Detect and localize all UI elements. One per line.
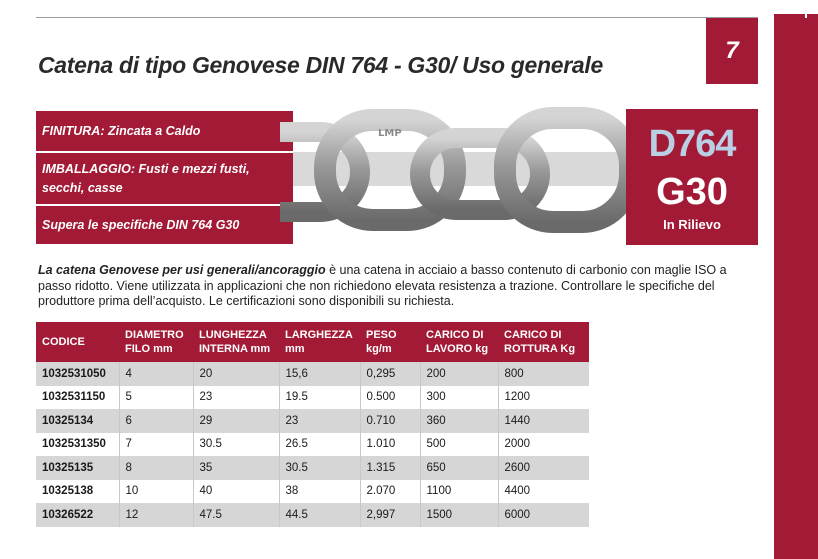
- cell-code: 10325135: [36, 456, 119, 480]
- table-row: [36, 409, 589, 433]
- cell-working-load: 1500: [420, 503, 498, 527]
- cell-breaking-load: 6000: [498, 503, 589, 527]
- cell-code: 1032531350: [36, 433, 119, 457]
- cell-code: 1032531150: [36, 386, 119, 410]
- cell-weight: 0,295: [360, 362, 420, 386]
- top-divider: [36, 17, 758, 18]
- cell-width: 30.5: [279, 456, 360, 480]
- cell-width: 19.5: [279, 386, 360, 410]
- col-header-breaking-load: CARICO DI ROTTURA Kg: [498, 322, 589, 362]
- cell-length: 23: [193, 386, 279, 410]
- side-color-strip: [774, 14, 818, 559]
- page-number: 7: [706, 18, 758, 84]
- cell-working-load: 500: [420, 433, 498, 457]
- cell-breaking-load: 2600: [498, 456, 589, 480]
- cell-weight: 2.070: [360, 480, 420, 504]
- description-body: è una catena in acciaio a basso contenuto di carbonio con maglie ISO a passo ridotto. Viene utilizzata in applicazioni che non richiedono elevata resistenza a trazione. Controllare le specifiche del produttore prima dell’acquisto. Le certificazioni sono disponibili su richiesta.: [38, 263, 727, 308]
- cell-diameter: 5: [119, 386, 193, 410]
- cell-length: 29: [193, 409, 279, 433]
- cell-width: 38: [279, 480, 360, 504]
- table-row: [36, 480, 589, 504]
- cell-code: 10326522: [36, 503, 119, 527]
- cell-length: 30.5: [193, 433, 279, 457]
- cell-diameter: 8: [119, 456, 193, 480]
- cell-working-load: 300: [420, 386, 498, 410]
- table-row: [36, 456, 589, 480]
- cell-diameter: 4: [119, 362, 193, 386]
- cell-breaking-load: 2000: [498, 433, 589, 457]
- description-lead: La catena Genovese per usi generali/ancoraggio: [38, 263, 326, 277]
- table-row: [36, 362, 589, 386]
- table-header-row: [36, 322, 589, 362]
- spec-table: [36, 322, 589, 527]
- cell-weight: 0.500: [360, 386, 420, 410]
- cell-width: 26.5: [279, 433, 360, 457]
- cell-diameter: 7: [119, 433, 193, 457]
- cell-working-load: 360: [420, 409, 498, 433]
- page-title: Catena di tipo Genovese DIN 764 - G30/ Uso generale: [38, 52, 604, 78]
- cell-weight: 2,997: [360, 503, 420, 527]
- col-header-width: LARGHEZZA mm: [279, 322, 360, 362]
- link-marking: LMP: [378, 128, 402, 139]
- col-header-length: LUNGHEZZA INTERNA mm: [193, 322, 279, 362]
- product-description: [38, 263, 753, 310]
- cell-breaking-load: 4400: [498, 480, 589, 504]
- cell-weight: 1.315: [360, 456, 420, 480]
- cell-breaking-load: 1440: [498, 409, 589, 433]
- col-header-code: CODICE: [36, 322, 119, 362]
- cell-width: 44.5: [279, 503, 360, 527]
- cell-length: 47.5: [193, 503, 279, 527]
- table-row: [36, 386, 589, 410]
- col-header-working-load: CARICO DI LAVORO kg: [420, 322, 498, 362]
- cell-length: 35: [193, 456, 279, 480]
- cell-width: 15,6: [279, 362, 360, 386]
- cell-diameter: 10: [119, 480, 193, 504]
- cell-code: 1032531050: [36, 362, 119, 386]
- cell-width: 23: [279, 409, 360, 433]
- cell-weight: 0.710: [360, 409, 420, 433]
- cell-working-load: 650: [420, 456, 498, 480]
- cell-breaking-load: 1200: [498, 386, 589, 410]
- feature-finish: FINITURA: Zincata a Caldo: [36, 111, 293, 151]
- cell-code: 10325134: [36, 409, 119, 433]
- col-header-diameter: DIAMETRO FILO mm: [119, 322, 193, 362]
- cell-working-load: 1100: [420, 480, 498, 504]
- grade-badge: [626, 109, 758, 245]
- col-header-weight: PESO kg/m: [360, 322, 420, 362]
- chain-link: [505, 118, 630, 222]
- feature-packaging: IMBALLAGGIO: Fusti e mezzi fusti, secchi, casse: [36, 153, 293, 204]
- table-row: [36, 503, 589, 527]
- cell-code: 10325138: [36, 480, 119, 504]
- cell-length: 20: [193, 362, 279, 386]
- chain-image: [280, 100, 630, 240]
- cell-weight: 1.010: [360, 433, 420, 457]
- badge-note: In Rilievo: [663, 217, 721, 232]
- table-row: [36, 433, 589, 457]
- strip-notch: [805, 12, 807, 18]
- badge-din: D764: [648, 123, 736, 165]
- cell-length: 40: [193, 480, 279, 504]
- feature-spec: Supera le specifiche DIN 764 G30: [36, 206, 293, 244]
- cell-working-load: 200: [420, 362, 498, 386]
- badge-grade: G30: [656, 171, 728, 213]
- cell-diameter: 6: [119, 409, 193, 433]
- cell-diameter: 12: [119, 503, 193, 527]
- cell-breaking-load: 800: [498, 362, 589, 386]
